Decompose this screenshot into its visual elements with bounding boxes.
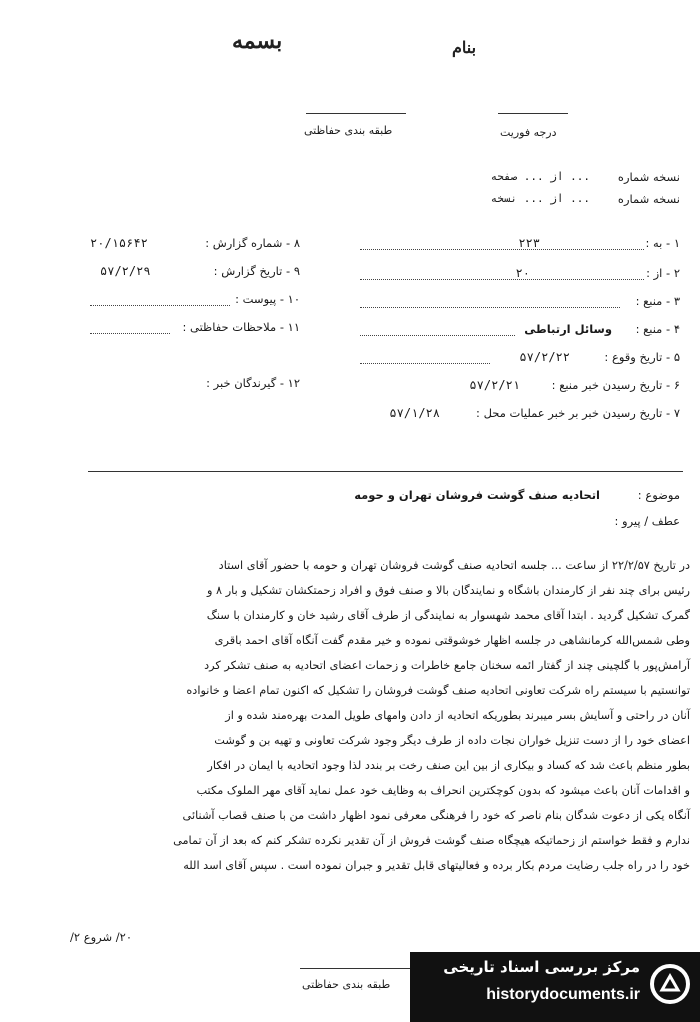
archive-logo-icon: [650, 964, 690, 1004]
field-value: ۵۷/۲/۲۲: [519, 350, 570, 364]
body-line: در تاریخ ۲۲/۲/۵۷ از ساعت ... جلسه اتحادیه صنف گوشت فروشان تهران و حومه با حضور آقای استاد: [218, 559, 690, 572]
field-dots: [360, 334, 515, 336]
field-value: وسائل ارتباطی: [524, 322, 612, 336]
footer-classification-line: [300, 968, 410, 969]
body-line: و اقدامات آنان باعث میشود که بدون کوچکترین انحراف به وظایف خود عمل نماید آقای مهر الملوک مکتب: [196, 784, 690, 797]
subject-row: [200, 488, 680, 508]
section-divider: [88, 471, 683, 472]
field-label: ۲ - از :: [646, 266, 680, 280]
watermark-band: [410, 952, 700, 1022]
subject-value: اتحادیه صنف گوشت فروشان تهران و حومه: [354, 488, 600, 502]
body-line: رئیس برای چند نفر از کارمندان باشگاه و نمایندگان بالا و صنف فوق و افراد زحمتکشان تشکیل و بار ۸ و: [207, 584, 690, 597]
body-line: آرامش‌پور با گلچینی چند از گفتار ائمه سخنان جامع خاطرات و زحمات اعضای اتحادیه به صنف تشکر کرد: [204, 659, 690, 672]
body-line: بطور منظم باعث شد که کساد و بیکاری از بین این صنف رخت بر بندد لذا وجود اتحادیه با ایمان در افکار: [207, 759, 690, 772]
field-dots: [360, 362, 490, 364]
field-value: ... از ... صفحه: [490, 170, 590, 183]
classification-label: طبقه بندی حفاظتی: [304, 124, 393, 137]
urgency-label: درجه فوریت: [500, 126, 557, 139]
body-line: آنگاه یکی از دعوت شدگان بنام ناصر که خود را فرهنگی معرفی نمود اظهار داشت من با صنف قصاب آشنائی: [182, 809, 690, 822]
field-label: ۴ - منبع :: [635, 322, 680, 336]
body-line: اعضای خود را از دست تنزیل خواران نجات داده از طرف دیگر وجود شرکت تعاونی و تهیه بن و گوشت: [214, 734, 690, 747]
field-label: ۷ - تاریخ رسیدن خبر بر خبر عملیات محل :: [476, 406, 680, 420]
field-label: ۱۱ - ملاحظات حفاظتی :: [182, 320, 300, 334]
field-dots: [90, 304, 230, 306]
field-label: ۱۰ - پیوست :: [235, 292, 300, 306]
body-line: خود را در راه جلب رضایت مردم بکار برده و فعالیتهای قابل تقدیر و جبران نموده است . سپس آقای اسد الله: [183, 859, 690, 872]
field-label: ۵ - تاریخ وقوع :: [604, 350, 680, 364]
field-dots: [360, 278, 644, 280]
field-value: ۵۷/۲/۲۱: [469, 378, 520, 392]
field-dots: [360, 248, 644, 250]
field-label: ۸ - شماره گزارش :: [205, 236, 300, 250]
watermark-url: historydocuments.ir: [486, 986, 640, 1003]
footer-classification-label: طبقه بندی حفاظتی: [302, 978, 391, 991]
watermark-title: مرکز بررسی اسناد تاریخی: [443, 958, 640, 976]
field-dots: [90, 332, 170, 334]
reference-label: عطف / پیرو :: [614, 514, 680, 528]
continuation-note: ۲۰/ شروع ۲/: [70, 930, 133, 944]
field-label: ۶ - تاریخ رسیدن خبر منبع :: [551, 378, 680, 392]
body-line: ندارم و فقط خواستم از زحماتیکه هیچگاه صنف گوشت فروش از آن تقدیر نکرده تشکر کنم که بعد از آن تمامی: [173, 834, 690, 847]
field-value: ۲۰: [515, 266, 530, 280]
reference-row: [200, 514, 680, 534]
field-label: ۹ - تاریخ گزارش :: [213, 264, 300, 278]
field-label: ۱ - به :: [645, 236, 680, 250]
field-label: ۱۲ - گیرندگان خبر :: [206, 376, 300, 390]
fields-left: [60, 236, 300, 396]
urgency-line: [498, 113, 568, 114]
body-line: توانستیم با سیستم راه شرکت تعاونی اتحادیه صنف گوشت فروشان را تشکیل که اکنون تمام اعضا و خانواده: [186, 684, 690, 697]
letterhead-logo-right: بسمه: [232, 28, 283, 54]
field-label: ۳ - منبع :: [635, 294, 680, 308]
body-line: وطی شمس‌الله کرمانشاهی در جلسه اظهار خوشوقتی نموده و خیر مقدم گفت آنگاه آقای احمد باقری: [214, 634, 690, 647]
field-label: نسخه شماره: [617, 170, 680, 184]
body-line: گمرک تشکیل گردید . ابتدا آقای محمد شهسوار به نمایندگی از طرف آقای رشید خان و کارمندان با سنگ: [206, 609, 690, 622]
field-value: ۲۲۳: [518, 236, 540, 250]
field-value: ۲۰/۱۵۶۴۲: [90, 236, 148, 250]
classification-line: [306, 113, 406, 114]
subject-label: موضوع :: [637, 488, 680, 502]
field-label: نسخه شماره: [617, 192, 680, 206]
body-line: آنان در راحتی و آسایش بسر میبرند بطوریکه اتحادیه از دادن وامهای طویل المدت بهره‌مند شده و از: [225, 709, 690, 722]
field-value: ۵۷/۱/۲۸: [389, 406, 440, 420]
field-value: ... از ... نسخه: [490, 192, 590, 205]
field-dots: [360, 306, 620, 308]
letterhead-logo-left: بنام: [452, 38, 477, 57]
field-value: ۵۷/۲/۲۹: [100, 264, 151, 278]
